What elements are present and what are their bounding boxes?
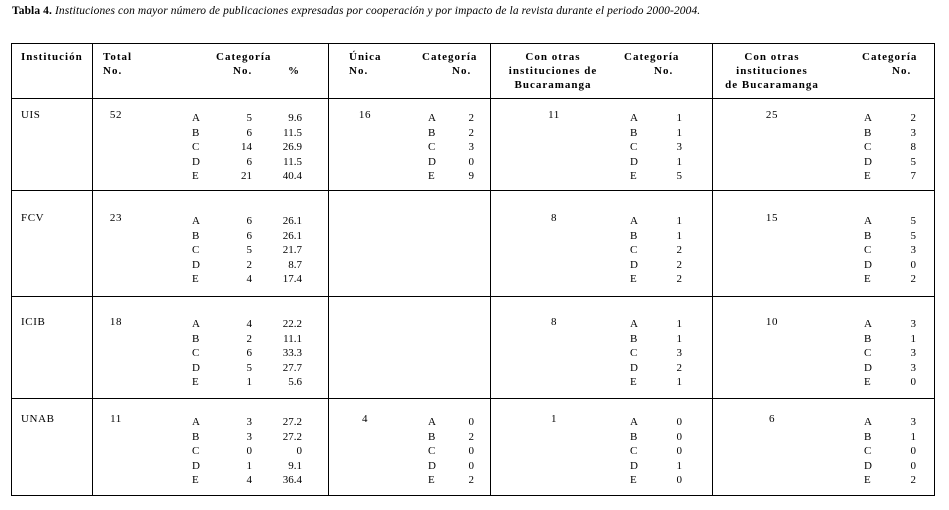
otras-count: 11 bbox=[548, 109, 560, 121]
total-category-no-value: 5 bbox=[246, 244, 252, 257]
otras-category-no-value: 0 bbox=[676, 416, 682, 428]
total-category-no-value: 6 bbox=[246, 347, 252, 360]
total-category-value: B bbox=[192, 126, 200, 139]
otras-category-value: D bbox=[630, 258, 638, 271]
otras-bga-category bbox=[864, 111, 878, 184]
total-category-value: A bbox=[192, 112, 200, 124]
total-category-no-value: 6 bbox=[246, 215, 252, 227]
total-count: 11 bbox=[110, 413, 122, 425]
otras-bga-category-value: E bbox=[864, 273, 871, 286]
total-category-pct-value: 27.2 bbox=[282, 416, 302, 428]
otras-bga-category-no-value: 3 bbox=[910, 416, 916, 428]
total-category-value: D bbox=[192, 361, 200, 374]
unica-category-no-value: 0 bbox=[468, 155, 474, 168]
unica-category bbox=[428, 415, 442, 488]
total-category-pct-value: 11.5 bbox=[283, 155, 302, 168]
otras-bga-category-no-value: 2 bbox=[910, 474, 916, 487]
total-category-value: A bbox=[192, 416, 200, 428]
institution-name: FCV bbox=[21, 212, 45, 224]
total-category-no-value: 2 bbox=[246, 332, 252, 345]
total-category-value: C bbox=[192, 347, 200, 360]
otras-category-value: B bbox=[630, 229, 638, 242]
unica-category-no-value: 2 bbox=[468, 474, 474, 487]
otras-category-no-value: 2 bbox=[676, 361, 682, 374]
otras-bga-count: 10 bbox=[765, 316, 779, 328]
unica-category-value: D bbox=[428, 459, 436, 472]
otras-category-no-value: 1 bbox=[676, 215, 682, 227]
total-category-pct-value: 26.1 bbox=[282, 229, 302, 242]
otras-bga-category-no bbox=[898, 415, 916, 488]
total-category-no bbox=[232, 415, 252, 488]
total-category-no-value: 14 bbox=[241, 141, 252, 154]
unica-category-value: A bbox=[428, 416, 436, 428]
total-category-value: B bbox=[192, 229, 200, 242]
unica-category bbox=[428, 111, 442, 184]
otras-category-value: D bbox=[630, 155, 638, 168]
otras-category-no-value: 1 bbox=[676, 459, 682, 472]
header-no-1: No. bbox=[233, 65, 253, 77]
caption-text: Instituciones con mayor número de publicaciones expresadas por cooperación y por impacto de la revista durante el periodo 2000-2004. bbox=[55, 5, 701, 17]
otras-bga-category-value: C bbox=[864, 141, 872, 154]
otras-bga-category-no-value: 8 bbox=[910, 141, 916, 154]
total-category-value: E bbox=[192, 474, 199, 487]
otras-category-value: C bbox=[630, 445, 638, 458]
unica-category-value: D bbox=[428, 155, 436, 168]
otras-category-no-value: 5 bbox=[676, 170, 682, 183]
column-divider bbox=[328, 44, 329, 495]
total-category-no-value: 6 bbox=[246, 229, 252, 242]
otras-bga-category bbox=[864, 415, 878, 488]
otras-category-value: B bbox=[630, 430, 638, 443]
otras-bga-category-no-value: 0 bbox=[910, 445, 916, 458]
row-divider bbox=[12, 190, 934, 191]
total-category-no-value: 1 bbox=[246, 376, 252, 389]
otras-bga-category bbox=[864, 214, 878, 287]
total-category-pct-value: 40.4 bbox=[282, 170, 302, 183]
otras-category-no-value: 0 bbox=[676, 445, 682, 458]
otras-bga-category-no-value: 1 bbox=[910, 332, 916, 345]
total-category-pct-value: 26.9 bbox=[282, 141, 302, 154]
otras-category-no-value: 1 bbox=[676, 112, 682, 124]
otras-category bbox=[630, 415, 644, 488]
unica-category-value: B bbox=[428, 430, 436, 443]
total-count: 52 bbox=[109, 109, 123, 121]
otras-bga-category-value: D bbox=[864, 155, 872, 168]
total-category-no-value: 6 bbox=[246, 126, 252, 139]
total-category-no bbox=[232, 214, 252, 287]
otras-category-no-value: 1 bbox=[676, 332, 682, 345]
header-categoria-1: Categoría bbox=[216, 51, 272, 63]
otras-bga-category-value: D bbox=[864, 361, 872, 374]
column-divider bbox=[490, 44, 491, 495]
total-category bbox=[192, 111, 206, 184]
otras-count: 8 bbox=[550, 316, 558, 328]
total-category-value: E bbox=[192, 170, 199, 183]
otras-bga-category-no-value: 5 bbox=[910, 155, 916, 168]
otras-category-no-value: 1 bbox=[676, 155, 682, 168]
total-count: 18 bbox=[109, 316, 123, 328]
total-category-pct-value: 5.6 bbox=[288, 376, 302, 389]
otras-category-no-value: 0 bbox=[676, 474, 682, 487]
unica-category-value: A bbox=[428, 112, 436, 124]
otras-bga-category-no-value: 3 bbox=[910, 347, 916, 360]
otras-category-value: C bbox=[630, 244, 638, 257]
total-category-value: A bbox=[192, 215, 200, 227]
otras-category-no bbox=[664, 317, 682, 390]
header-institucion: Institución bbox=[21, 51, 83, 63]
otras-category-value: E bbox=[630, 474, 637, 487]
total-category-value: B bbox=[192, 332, 200, 345]
otras-bga-category-value: E bbox=[864, 170, 871, 183]
total-category-pct bbox=[270, 415, 302, 488]
otras-bga-count: 25 bbox=[765, 109, 779, 121]
otras-category-no-value: 1 bbox=[676, 229, 682, 242]
otras-bga-category-value: B bbox=[864, 332, 872, 345]
otras-category-no-value: 1 bbox=[676, 318, 682, 330]
row-divider bbox=[12, 398, 934, 399]
otras-category-value: E bbox=[630, 273, 637, 286]
header-categoria-4: Categoría No. bbox=[862, 51, 918, 77]
total-category-value: D bbox=[192, 155, 200, 168]
total-category-pct-value: 11.5 bbox=[283, 126, 302, 139]
otras-bga-category-value: A bbox=[864, 318, 872, 330]
unica-category-value: E bbox=[428, 170, 435, 183]
otras-category-value: D bbox=[630, 459, 638, 472]
total-category-pct bbox=[270, 111, 302, 184]
header-total: Total No. bbox=[103, 51, 133, 77]
total-category-pct-value: 17.4 bbox=[282, 273, 302, 286]
total-category-value: A bbox=[192, 318, 200, 330]
otras-bga-category-no-value: 5 bbox=[910, 229, 916, 242]
unica-category-no-value: 2 bbox=[468, 430, 474, 443]
total-category bbox=[192, 214, 206, 287]
otras-category-no-value: 2 bbox=[676, 273, 682, 286]
unica-count: 4 bbox=[361, 413, 369, 425]
table-caption bbox=[12, 5, 942, 17]
total-category-pct bbox=[270, 317, 302, 390]
total-category-value: B bbox=[192, 430, 200, 443]
total-category-value: C bbox=[192, 445, 200, 458]
unica-category-value: E bbox=[428, 474, 435, 487]
otras-bga-category-no-value: 0 bbox=[910, 459, 916, 472]
total-category-pct-value: 27.2 bbox=[282, 430, 302, 443]
total-category-pct-value: 33.3 bbox=[282, 347, 302, 360]
column-divider bbox=[712, 44, 713, 495]
header-categoria-2: Categoría No. bbox=[422, 51, 478, 77]
total-category-no-value: 6 bbox=[246, 155, 252, 168]
otras-bga-category-no bbox=[898, 214, 916, 287]
total-category-pct-value: 26.1 bbox=[282, 215, 302, 227]
otras-category-no-value: 1 bbox=[676, 376, 682, 389]
total-category-no-value: 4 bbox=[246, 273, 252, 286]
header-con-otras: Con otras instituciones de Bucaramanga bbox=[508, 51, 598, 91]
caption-label: Tabla 4. bbox=[12, 5, 53, 17]
otras-bga-category-no-value: 2 bbox=[910, 273, 916, 286]
unica-category-value: C bbox=[428, 445, 436, 458]
otras-count: 8 bbox=[550, 212, 558, 224]
otras-category-no-value: 2 bbox=[676, 258, 682, 271]
otras-bga-category-value: E bbox=[864, 376, 871, 389]
otras-bga-category-no-value: 0 bbox=[910, 376, 916, 389]
total-category-value: C bbox=[192, 244, 200, 257]
otras-category bbox=[630, 111, 644, 184]
total-category-value: C bbox=[192, 141, 200, 154]
otras-category-no-value: 1 bbox=[676, 126, 682, 139]
otras-bga-category-value: C bbox=[864, 244, 872, 257]
otras-category-value: C bbox=[630, 141, 638, 154]
total-category-pct-value: 36.4 bbox=[282, 474, 302, 487]
otras-bga-category-no-value: 1 bbox=[910, 430, 916, 443]
total-category-value: D bbox=[192, 258, 200, 271]
unica-category-no bbox=[458, 415, 474, 488]
header-pct: % bbox=[288, 65, 300, 77]
total-category-no-value: 3 bbox=[246, 416, 252, 428]
otras-bga-category-value: A bbox=[864, 416, 872, 428]
total-category-no-value: 21 bbox=[241, 170, 252, 183]
otras-category-no bbox=[664, 415, 682, 488]
otras-bga-category-value: A bbox=[864, 215, 872, 227]
unica-category-no-value: 9 bbox=[468, 170, 474, 183]
total-category-value: D bbox=[192, 459, 200, 472]
total-category-no-value: 2 bbox=[246, 258, 252, 271]
otras-category-value: B bbox=[630, 332, 638, 345]
otras-category-value: C bbox=[630, 347, 638, 360]
otras-category-no-value: 3 bbox=[676, 347, 682, 360]
total-category-no bbox=[232, 317, 252, 390]
otras-category bbox=[630, 317, 644, 390]
otras-bga-category-no-value: 0 bbox=[910, 258, 916, 271]
total-category-no bbox=[232, 111, 252, 184]
total-category-no-value: 5 bbox=[246, 112, 252, 124]
total-category-pct-value: 22.2 bbox=[282, 318, 302, 330]
header-unica: Única No. bbox=[349, 51, 382, 77]
header-con-otras-bga: Con otras instituciones de Bucaramanga bbox=[725, 51, 819, 91]
column-divider bbox=[92, 44, 93, 495]
otras-bga-category-no-value: 3 bbox=[910, 318, 916, 330]
institution-name: UIS bbox=[21, 109, 41, 121]
otras-bga-category-value: C bbox=[864, 347, 872, 360]
total-category-no-value: 5 bbox=[246, 361, 252, 374]
otras-bga-category-value: E bbox=[864, 474, 871, 487]
otras-category-no-value: 3 bbox=[676, 141, 682, 154]
otras-bga-category-no bbox=[898, 317, 916, 390]
otras-bga-category-value: A bbox=[864, 112, 872, 124]
total-category-pct-value: 21.7 bbox=[282, 244, 302, 257]
unica-category-no-value: 0 bbox=[468, 416, 474, 428]
otras-category-value: D bbox=[630, 361, 638, 374]
unica-category-no-value: 0 bbox=[468, 445, 474, 458]
total-category-pct-value: 9.6 bbox=[288, 112, 302, 124]
otras-bga-category-value: B bbox=[864, 126, 872, 139]
total-category-no-value: 4 bbox=[246, 318, 252, 330]
otras-bga-category-value: D bbox=[864, 258, 872, 271]
otras-bga-category-value: B bbox=[864, 430, 872, 443]
total-category-value: E bbox=[192, 273, 199, 286]
total-category-pct-value: 9.1 bbox=[288, 459, 302, 472]
total-category-no-value: 4 bbox=[246, 474, 252, 487]
otras-bga-category bbox=[864, 317, 878, 390]
otras-bga-category-no-value: 2 bbox=[910, 112, 916, 124]
otras-category-value: A bbox=[630, 215, 638, 227]
otras-count: 1 bbox=[550, 413, 558, 425]
total-category-pct-value: 27.7 bbox=[282, 361, 302, 374]
otras-bga-category-value: C bbox=[864, 445, 872, 458]
header-divider bbox=[12, 98, 934, 99]
otras-bga-category-no-value: 3 bbox=[910, 244, 916, 257]
otras-category bbox=[630, 214, 644, 287]
unica-category-no-value: 2 bbox=[468, 112, 474, 124]
otras-category-value: E bbox=[630, 170, 637, 183]
total-category-pct-value: 11.1 bbox=[283, 332, 302, 345]
total-category-no-value: 1 bbox=[246, 459, 252, 472]
total-category-pct-value: 8.7 bbox=[288, 258, 302, 271]
unica-category-value: C bbox=[428, 141, 436, 154]
unica-count: 16 bbox=[358, 109, 372, 121]
total-category-no-value: 3 bbox=[246, 430, 252, 443]
total-category-no-value: 0 bbox=[246, 445, 252, 458]
unica-category-value: B bbox=[428, 126, 436, 139]
otras-category-value: B bbox=[630, 126, 638, 139]
otras-category-value: A bbox=[630, 112, 638, 124]
otras-category-no bbox=[664, 214, 682, 287]
otras-bga-category-no bbox=[898, 111, 916, 184]
otras-bga-category-no-value: 3 bbox=[910, 361, 916, 374]
institution-name: ICIB bbox=[21, 316, 46, 328]
unica-category-no bbox=[458, 111, 474, 184]
otras-bga-category-value: B bbox=[864, 229, 872, 242]
total-category-pct-value: 0 bbox=[296, 445, 302, 458]
otras-bga-category-no-value: 5 bbox=[910, 215, 916, 227]
otras-bga-count: 15 bbox=[765, 212, 779, 224]
institution-name: UNAB bbox=[21, 413, 55, 425]
unica-category-no-value: 0 bbox=[468, 459, 474, 472]
data-table bbox=[11, 43, 935, 496]
otras-bga-category-no-value: 7 bbox=[910, 170, 916, 183]
total-category-pct bbox=[270, 214, 302, 287]
unica-category-no-value: 3 bbox=[468, 141, 474, 154]
row-divider bbox=[12, 296, 934, 297]
otras-bga-category-value: D bbox=[864, 459, 872, 472]
otras-category-no-value: 0 bbox=[676, 430, 682, 443]
header-categoria-3: Categoría No. bbox=[624, 51, 680, 77]
otras-bga-count: 6 bbox=[768, 413, 776, 425]
otras-category-value: A bbox=[630, 416, 638, 428]
otras-category-value: A bbox=[630, 318, 638, 330]
otras-bga-category-no-value: 3 bbox=[910, 126, 916, 139]
otras-category-value: E bbox=[630, 376, 637, 389]
total-category bbox=[192, 317, 206, 390]
total-category bbox=[192, 415, 206, 488]
otras-category-no-value: 2 bbox=[676, 244, 682, 257]
otras-category-no bbox=[664, 111, 682, 184]
total-count: 23 bbox=[109, 212, 123, 224]
unica-category-no-value: 2 bbox=[468, 126, 474, 139]
total-category-value: E bbox=[192, 376, 199, 389]
